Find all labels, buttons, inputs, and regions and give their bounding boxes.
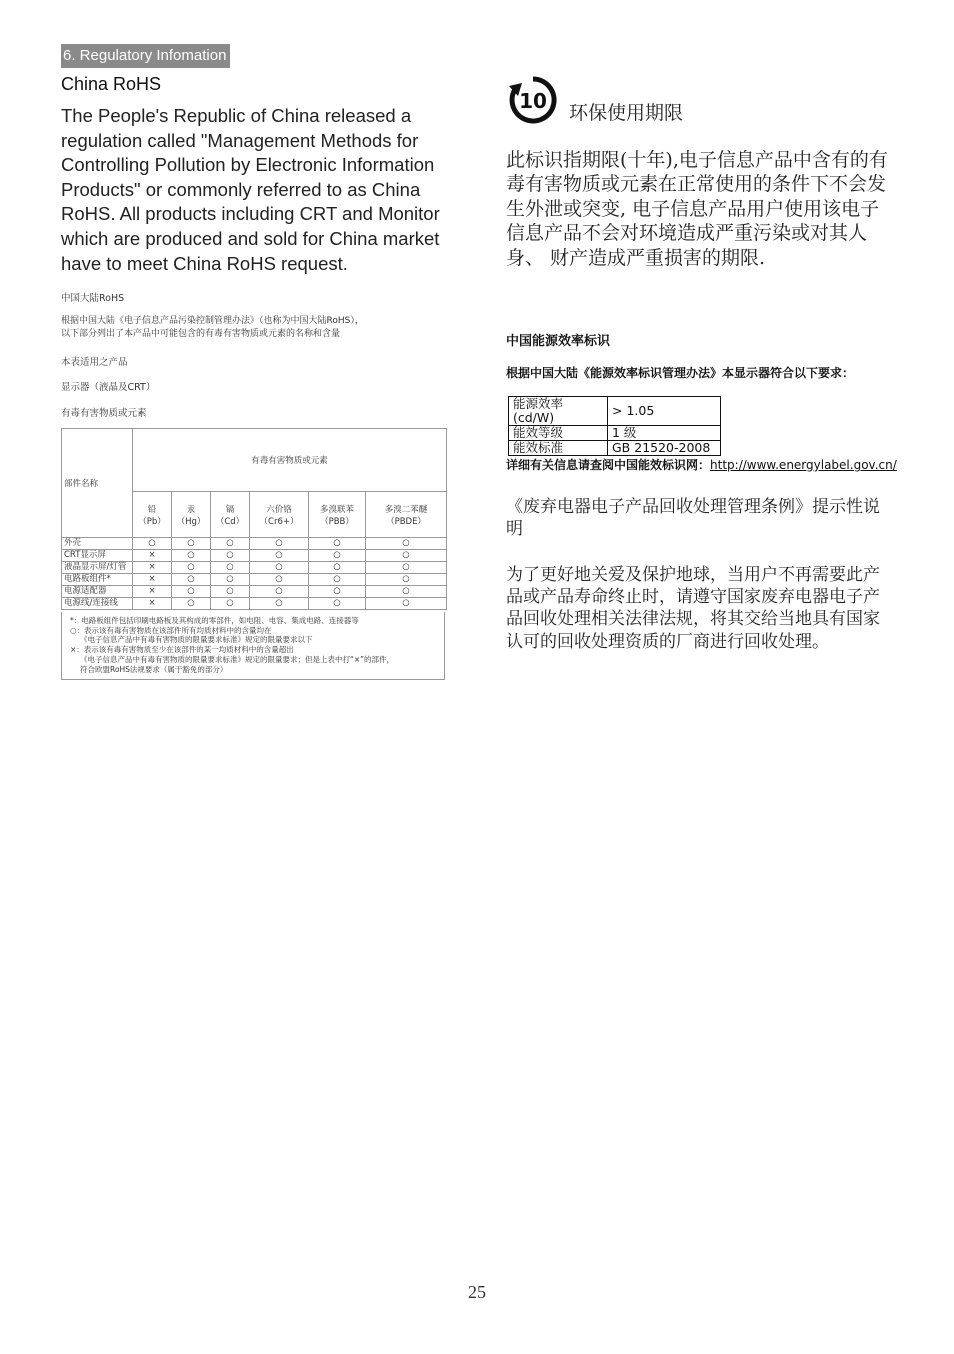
element-header: 汞 （Hg） xyxy=(172,492,211,538)
table-row: CRT显示屏 × ○ ○ ○ ○ ○ xyxy=(62,550,447,562)
table-row: 电源适配器 × ○ ○ ○ ○ ○ xyxy=(62,586,447,598)
environment-period-paragraph: 此标识指期限(十年),电子信息产品中含有的有毒有害物质或元素在正常使用的条件下不会发生外泄或突变, 电子信息产品用户使用该电子信息产品不会对环境造成严重污染或对其人身、 财产造成严重损害的期限. xyxy=(506,149,888,269)
energy-table xyxy=(508,396,721,456)
recycle-title: 《废弃电器电子产品回收处理管理条例》提示性说明 xyxy=(506,497,880,539)
section-title: China RoHS xyxy=(61,74,162,94)
note-line: 《电子信息产品中有毒有害物质的限量要求标准》规定的限量要求；但是上表中打“×”的部件， xyxy=(80,654,395,664)
product-label: 显示器（液晶及CRT） xyxy=(61,382,156,393)
energy-heading: 中国能源效率标识 xyxy=(506,334,611,349)
element-header: 多溴联苯 （PBB） xyxy=(309,492,366,538)
logo-label: 环保使用期限 xyxy=(569,102,684,124)
logo-number: 10 xyxy=(519,89,547,113)
rohs-table xyxy=(61,428,447,610)
element-header: 多溴二苯醚 （PBDE） xyxy=(366,492,447,538)
section-tag: 6. Regulatory Infomation xyxy=(61,44,230,68)
table-row: 外壳 ○ ○ ○ ○ ○ ○ xyxy=(62,538,447,550)
table-row: 能效标准 GB 21520-2008 xyxy=(509,441,721,456)
note-line: 《电子信息产品中有毒有害物质的限量要求标准》规定的限量要求以下 xyxy=(80,635,313,645)
energy-label-link[interactable]: http://www.energylabel.gov.cn/ xyxy=(710,458,897,472)
element-header: 铅 （Pb） xyxy=(133,492,172,538)
cn-rohs-desc-1: 根据中国大陆《电子信息产品污染控制管理办法》（也称为中国大陆RoHS）， xyxy=(61,316,364,326)
table-notes xyxy=(61,612,445,680)
intro-paragraph: The People's Republic of China released a regulation called "Management Methods for Controlling Pollution by Electronic Information Products" or commonly referred to as China RoHS. All products including CRT and Monitor which are produced and sold for China market have to meet China RoHS request. xyxy=(61,105,440,274)
table-row: 液晶显示屏/灯管 × ○ ○ ○ ○ ○ xyxy=(62,562,447,574)
energy-requirement: 根据中国大陆《能源效率标识管理办法》本显示器符合以下要求： xyxy=(506,366,855,380)
table-row: 电源线/连接线 × ○ ○ ○ ○ ○ xyxy=(62,598,447,610)
cn-rohs-desc-2: 以下部分列出了本产品中可能包含的有毒有害物质或元素的名称和含量 xyxy=(61,329,341,339)
note-line: *：电路板组件包括印刷电路板及其构成的零部件，如电阻、电容、集成电路、连接器等 xyxy=(70,616,359,625)
link-prefix: 详细有关信息请查阅中国能效标识网： xyxy=(506,458,711,472)
table-row: 能效等级 1 级 xyxy=(509,426,721,441)
note-line: ○：表示该有毒有害物质在该部件所有均质材料中的含量均在 xyxy=(70,625,272,635)
table-row: 电路板组件* × ○ ○ ○ ○ ○ xyxy=(62,574,447,586)
part-name-header: 部件名称 xyxy=(62,429,133,538)
note-line: 符合欧盟RoHS法规要求（属于豁免的部分） xyxy=(80,664,228,674)
applies-label: 本表适用之产品 xyxy=(61,357,128,368)
element-header: 六价铬 （Cr6+） xyxy=(250,492,309,538)
substances-label: 有毒有害物质或元素 xyxy=(61,408,147,419)
note-line: ×：表示该有毒有害物质至少在该部件的某一均质材料中的含量超出 xyxy=(70,645,294,655)
substance-group-header: 有毒有害物质或元素 xyxy=(133,429,447,492)
recycle-paragraph: 为了更好地关爱及保护地球，当用户不再需要此产品或产品寿命终止时，请遵守国家废弃电器电子产品回收处理相关法律法规，将其交给当地具有国家认可的回收处理资质的厂商进行回收处理。 xyxy=(506,565,880,652)
page-number: 25 xyxy=(468,1282,486,1302)
environment-period-logo-icon xyxy=(507,74,559,126)
element-header: 镉 （Cd） xyxy=(211,492,250,538)
cn-rohs-heading: 中国大陆RoHS xyxy=(61,293,125,304)
table-row: 能源效率(cd/W) > 1.05 xyxy=(509,397,721,426)
energy-link-line xyxy=(506,456,897,473)
